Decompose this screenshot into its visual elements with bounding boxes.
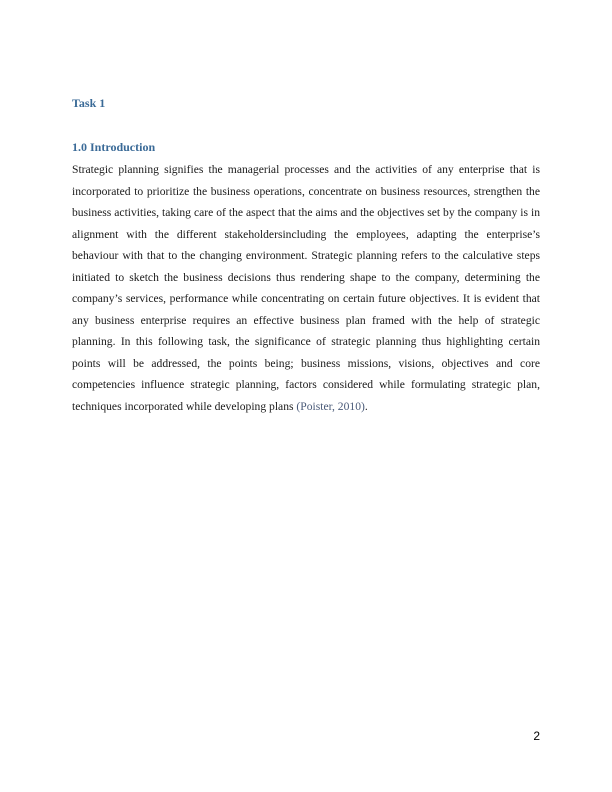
task-heading: Task 1 [72,96,106,110]
intro-paragraph [72,159,540,417]
citation: (Poister, 2010) [296,399,365,413]
paragraph-end: . [364,399,368,413]
page-number: 2 [533,729,540,743]
paragraph-text: Strategic planning signifies the managerial processes and the activities of any enterprise that is incorporated to prioritize the business operations, concentrate on business resources, strengthen the business activities, taking care of the aspect that the aims and the objectives set by the company is in alignment with the different stakeholdersincluding the employees, adapting the enterprise’s behaviour with that to the changing environment. Strategic planning refers to the calculative steps initiated to sketch the business decisions thus rendering shape to the company, determining the company’s services, performance while concentrating on certain future objectives. It is evident that any business enterprise requires an effective business plan framed with the help of strategic planning. In this following task, the significance of strategic planning thus highlighting certain points will be addressed, the points being; business missions, visions, objectives and core competencies influence strategic planning, factors considered while formulating strategic plan, techniques incorporated while developing plans [72,163,540,413]
section-heading: 1.0 Introduction [72,140,156,154]
